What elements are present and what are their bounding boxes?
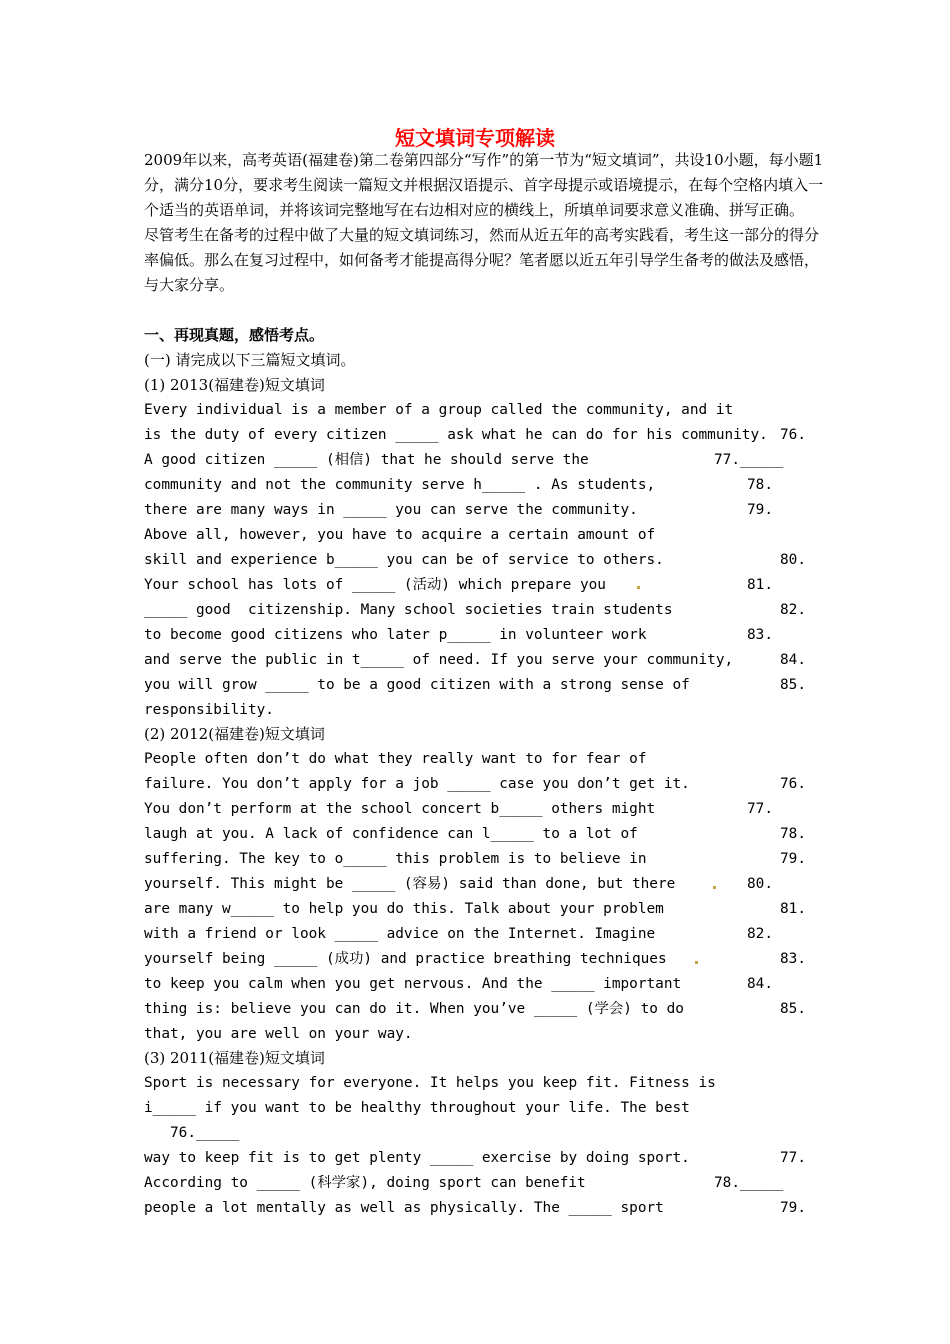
answer-number: 84. bbox=[780, 652, 806, 668]
passage2-line: thing is: believe you can do it. When you’ve _____ (学会) to do bbox=[144, 1001, 684, 1017]
intro-paragraph-2: 尽管考生在备考的过程中做了大量的短文填词练习，然而从近五年的高考实践看，考生这一部分的得分率偏低。那么在复习过程中，如何备考才能提高得分呢？笔者愿以近五年引导学生备考的做法及感悟，与大家分享。 bbox=[144, 226, 820, 294]
answer-number: 77. bbox=[747, 801, 773, 817]
passage3-line: people a lot mentally as well as physically. The _____ sport bbox=[144, 1200, 664, 1216]
stray-mark bbox=[637, 586, 640, 589]
intro-text bbox=[144, 148, 824, 298]
subsection-heading: (一) 请完成以下三篇短文填词。 bbox=[144, 351, 356, 369]
passage3-line: According to _____ (科学家), doing sport can benefit bbox=[144, 1175, 586, 1191]
passage2-line: laugh at you. A lack of confidence can l_____ to a lot of bbox=[144, 826, 638, 842]
passage2-line: failure. You don’t apply for a job _____ case you don’t get it. bbox=[144, 776, 690, 792]
passage1-line: you will grow _____ to be a good citizen with a strong sense of bbox=[144, 677, 690, 693]
passage1-line: Every individual is a member of a group called the community, and it bbox=[144, 402, 734, 418]
answer-number: 82. bbox=[780, 602, 806, 618]
answer-number: 80. bbox=[747, 876, 773, 892]
passage2-line: with a friend or look _____ advice on the Internet. Imagine bbox=[144, 926, 656, 942]
answer-number: 83. bbox=[747, 627, 773, 643]
passage3-line: i_____ if you want to be healthy throughout your life. The best bbox=[144, 1100, 690, 1116]
answer-number: 76. bbox=[780, 427, 806, 443]
passage1-line: to become good citizens who later p_____ in volunteer work bbox=[144, 627, 647, 643]
answer-number: 84. bbox=[747, 976, 773, 992]
answer-number: 81. bbox=[747, 577, 773, 593]
passage2-line: are many w_____ to help you do this. Talk about your problem bbox=[144, 901, 664, 917]
passage1-line: is the duty of every citizen _____ ask what he can do for his community. bbox=[144, 427, 768, 443]
answer-number: 76. bbox=[780, 776, 806, 792]
passage1-line: Your school has lots of _____ (活动) which prepare you bbox=[144, 577, 606, 593]
passage2-line: yourself. This might be _____ (容易) said than done, but there bbox=[144, 876, 676, 892]
page-title: 短文填词专项解读 bbox=[395, 126, 555, 150]
passage1-line: skill and experience b_____ you can be of service to others. bbox=[144, 552, 664, 568]
passage1-heading: (1) 2013(福建卷)短文填词 bbox=[144, 376, 325, 394]
intro-paragraph-1: 2009年以来，高考英语(福建卷)第二卷第四部分“写作”的第一节为“短文填词”，共设10小题，每小题1分，满分10分，要求考生阅读一篇短文并根据汉语提示、首字母提示或语境提示，在每个空格内填入一个适当的英语单词，并将该词完整地写在右边相对应的横线上，所填单词要求意义准确、拼写正确。 bbox=[144, 151, 824, 219]
answer-number: 83. bbox=[780, 951, 806, 967]
answer-number: 85. bbox=[780, 1001, 806, 1017]
answer-number: 80. bbox=[780, 552, 806, 568]
passage3-heading: (3) 2011(福建卷)短文填词 bbox=[144, 1049, 325, 1067]
passage2-line: to keep you calm when you get nervous. And the _____ important bbox=[144, 976, 682, 992]
answer-number: 78. bbox=[780, 826, 806, 842]
passage1-line: _____ good citizenship. Many school societies train students bbox=[144, 602, 673, 618]
answer-number: 78._____ bbox=[714, 1175, 784, 1191]
passage2-line: yourself being _____ (成功) and practice breathing techniques bbox=[144, 951, 667, 967]
passage1-line: there are many ways in _____ you can serve the community. bbox=[144, 502, 638, 518]
answer-number: 81. bbox=[780, 901, 806, 917]
answer-number: 79. bbox=[780, 1200, 806, 1216]
answer-number: 82. bbox=[747, 926, 773, 942]
passage3-line: Sport is necessary for everyone. It helps you keep fit. Fitness is bbox=[144, 1075, 716, 1091]
passage1-line: and serve the public in t_____ of need. If you serve your community, bbox=[144, 652, 734, 668]
answer-number: 78. bbox=[747, 477, 773, 493]
passage2-line: You don’t perform at the school concert b_____ others might bbox=[144, 801, 656, 817]
answer-number: 79. bbox=[747, 502, 773, 518]
answer-number: 77._____ bbox=[714, 452, 784, 468]
passage2-line: suffering. The key to o_____ this problem is to believe in bbox=[144, 851, 647, 867]
passage2-line: People often don’t do what they really want to for fear of bbox=[144, 751, 647, 767]
passage1-line: community and not the community serve h_____ . As students, bbox=[144, 477, 656, 493]
passage2-heading: (2) 2012(福建卷)短文填词 bbox=[144, 725, 325, 743]
passage1-line: responsibility. bbox=[144, 702, 274, 718]
stray-mark bbox=[695, 961, 698, 964]
passage1-line: Above all, however, you have to acquire a certain amount of bbox=[144, 527, 656, 543]
passage2-line: that, you are well on your way. bbox=[144, 1026, 413, 1042]
answer-number: 85. bbox=[780, 677, 806, 693]
passage3-line: 76._____ bbox=[144, 1125, 240, 1141]
passage3-line: way to keep fit is to get plenty _____ exercise by doing sport. bbox=[144, 1150, 690, 1166]
answer-number: 79. bbox=[780, 851, 806, 867]
passage1-line: A good citizen _____ (相信) that he should serve the bbox=[144, 452, 589, 468]
section-heading: 一、再现真题，感悟考点。 bbox=[144, 326, 325, 344]
stray-mark bbox=[713, 886, 716, 889]
answer-number: 77. bbox=[780, 1150, 806, 1166]
